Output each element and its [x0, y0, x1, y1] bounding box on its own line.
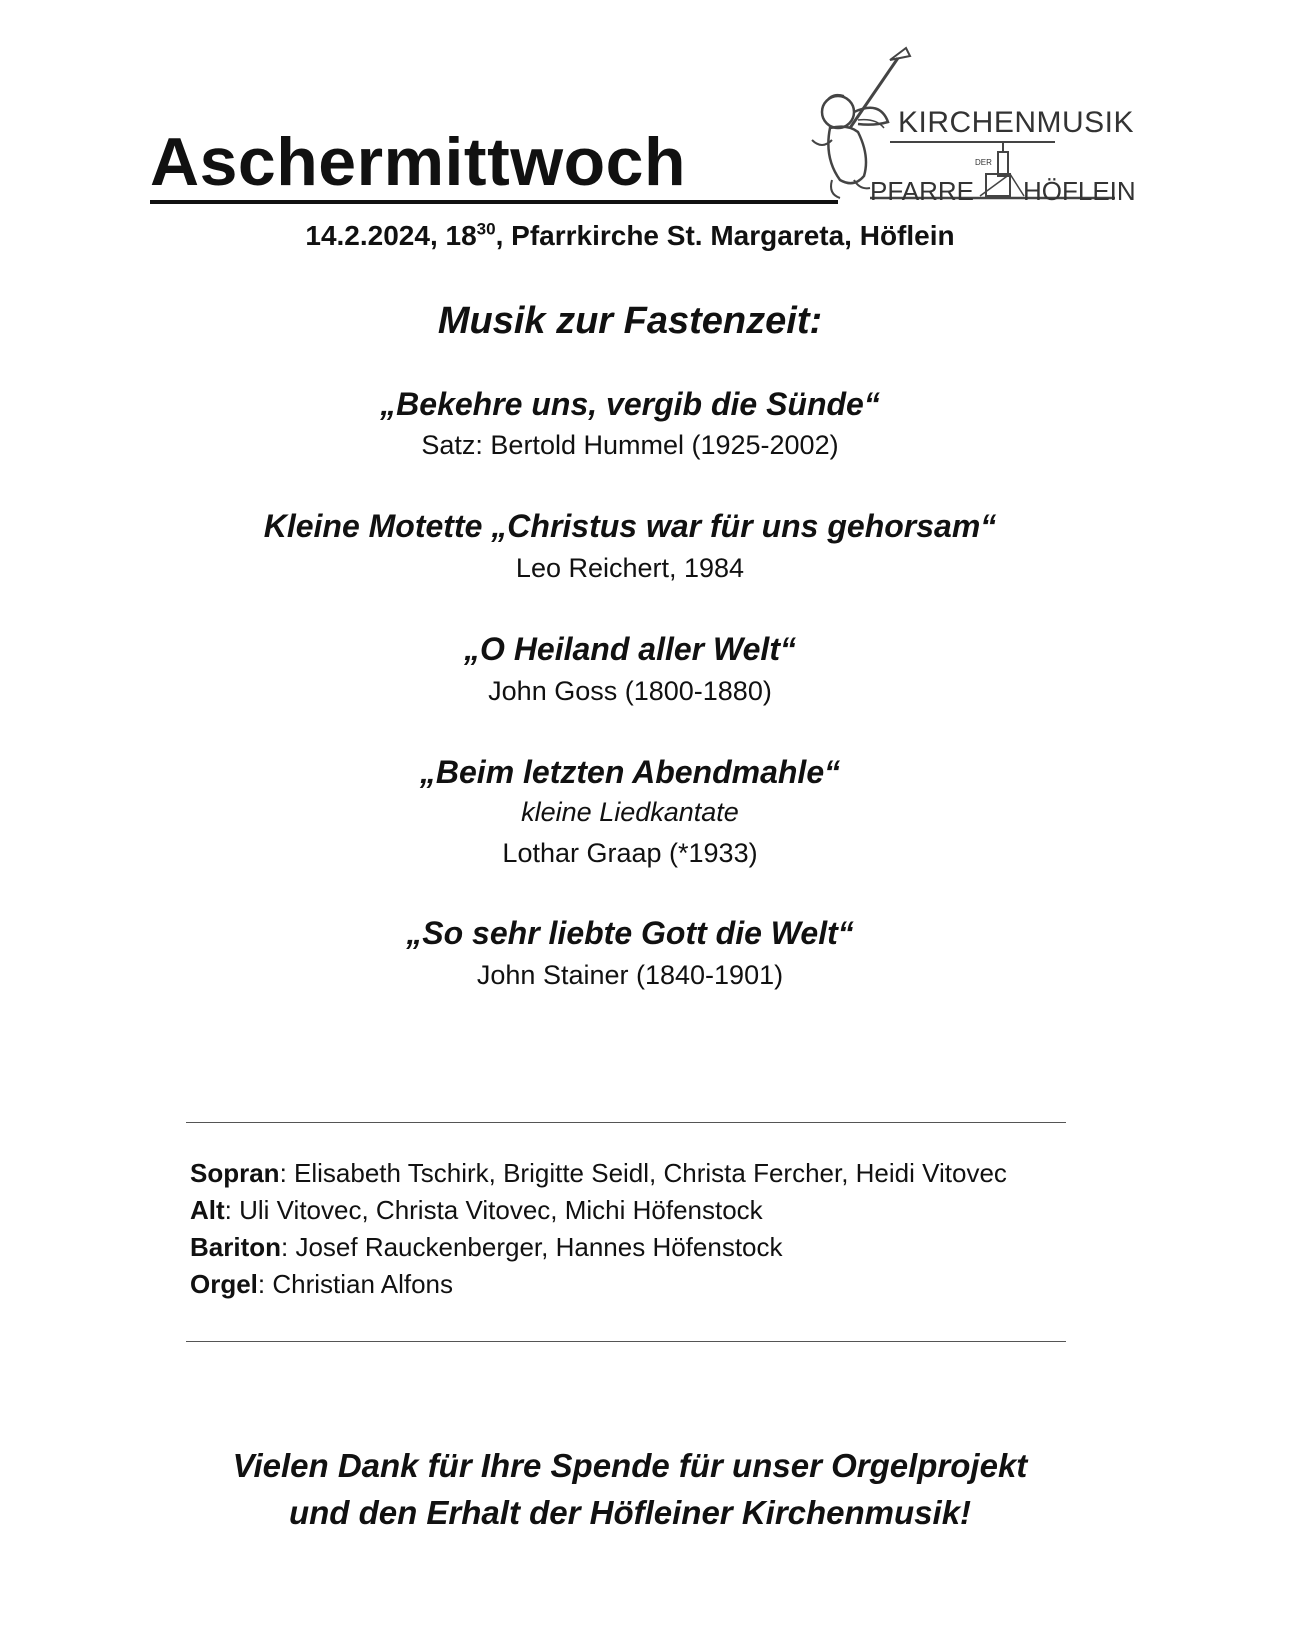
- performer-row: [190, 1192, 1007, 1229]
- program-heading: Musik zur Fastenzeit:: [437, 300, 823, 342]
- voice-names: : Elisabeth Tschirk, Brigitte Seidl, Christa Fercher, Heidi Vitovec: [279, 1158, 1007, 1188]
- voice-label: Alt: [190, 1195, 225, 1225]
- logo-text-kirchenmusik: KIRCHENMUSIK: [898, 106, 1135, 139]
- performer-row: [190, 1266, 1007, 1303]
- event-date: 14.2.2024, 18: [305, 220, 477, 251]
- voice-names: : Josef Rauckenberger, Hannes Höfenstock: [281, 1232, 783, 1262]
- piece-title: „So sehr liebte Gott die Welt“: [406, 915, 854, 951]
- divider: [186, 1122, 1066, 1123]
- voice-label: Sopran: [190, 1158, 280, 1188]
- logo-text-hoeflein: HÖFLEIN: [1023, 176, 1136, 206]
- piece-composer: John Goss (1800-1880): [488, 676, 772, 706]
- piece-title: Kleine Motette „Christus war für uns gehorsam“: [263, 508, 997, 544]
- page-title: Aschermittwoch: [150, 124, 686, 200]
- piece-composer: Satz: Bertold Hummel (1925-2002): [421, 430, 839, 460]
- performer-row: [190, 1229, 1007, 1266]
- title-underline: [150, 200, 838, 204]
- piece-composer: John Stainer (1840-1901): [476, 960, 784, 990]
- divider: [186, 1341, 1066, 1342]
- piece-title: „Beim letzten Abendmahle“: [419, 754, 841, 790]
- piece-composer: Leo Reichert, 1984: [515, 553, 745, 583]
- voice-label: Orgel: [190, 1269, 258, 1299]
- kirchenmusik-logo: [810, 40, 1136, 215]
- thanks-line-1: Vielen Dank für Ihre Spende für unser Orgelprojekt: [232, 1447, 1028, 1484]
- voice-names: : Uli Vitovec, Christa Vitovec, Michi Höfenstock: [224, 1195, 763, 1225]
- performer-row: [190, 1155, 1007, 1192]
- piece-composer: Lothar Graap (*1933): [502, 838, 758, 868]
- event-time-minutes: 30: [476, 219, 496, 239]
- event-location: , Pfarrkirche St. Margareta, Höflein: [495, 220, 955, 251]
- thanks-line-2: und den Erhalt der Höfleiner Kirchenmusik!: [288, 1494, 972, 1531]
- voice-label: Bariton: [190, 1232, 281, 1262]
- piece-title: „O Heiland aller Welt“: [464, 631, 796, 667]
- performers-list: [190, 1155, 1007, 1303]
- voice-names: : Christian Alfons: [257, 1269, 454, 1299]
- logo-text-der: DER: [975, 158, 992, 167]
- piece-subtitle: kleine Liedkantate: [521, 797, 739, 827]
- event-date-location: [0, 220, 1260, 252]
- piece-title: „Bekehre uns, vergib die Sünde“: [380, 386, 880, 422]
- logo-text-pfarre: PFARRE: [870, 176, 975, 206]
